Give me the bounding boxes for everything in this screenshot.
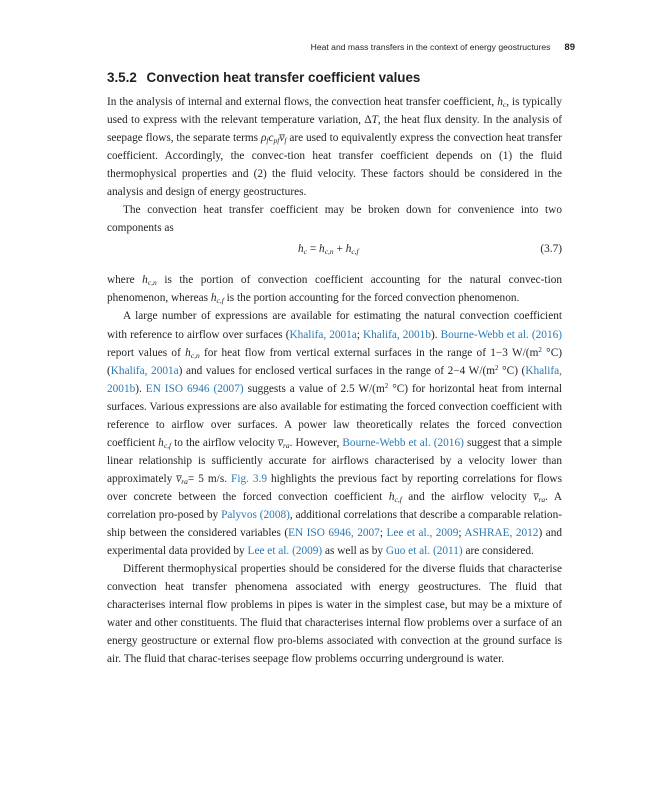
paragraph-5: Different thermophysical properties should be considered for the diverse fluids that characterise convection heat transfer phenomena associated with energy geostructures. The fluid that characterises internal flow problems in pipes is water in the simplest case, but may be a mixture of water and other constituents. The fluid that characterises internal flow problems over a surface of an energy geostructure or external flow pro-blems associated with convection at the ground surface is air. The fluid that charac-terises seepage flow problems occurring underground is water. bbox=[107, 563, 562, 666]
citation-link[interactable]: Khalifa, 2001b bbox=[363, 328, 431, 341]
section-heading bbox=[107, 70, 420, 85]
page-number: 89 bbox=[564, 42, 575, 53]
paragraph-2: The convection heat transfer coefficient may be broken down for convenience into two components as bbox=[107, 204, 562, 235]
figure-link[interactable]: Fig. 3.9 bbox=[231, 472, 268, 485]
citation-link[interactable]: EN ISO 6946 (2007) bbox=[145, 382, 244, 395]
equation-3-7 bbox=[107, 241, 562, 266]
section-number: 3.5.2 bbox=[107, 70, 137, 85]
citation-link[interactable]: Guo et al. (2011) bbox=[385, 545, 463, 558]
equation-number: (3.7) bbox=[540, 243, 562, 256]
paragraph-3: where $h_{c,n}$ is the portion of convection coefficient accounting for the natural convec-tion phenomenon, whereas $h_{c,f}$ is the portion accounting for the forced convection phenomenon. bbox=[107, 274, 562, 306]
citation-link[interactable]: Palyvos (2008) bbox=[221, 508, 290, 521]
citation-link[interactable]: Lee et al., 2009 bbox=[386, 527, 459, 540]
body-text bbox=[107, 93, 562, 668]
equation-expression: $h_c = h_{c,n} + h_{c,f}$ bbox=[298, 243, 359, 257]
citation-link[interactable]: Khalifa, 2001a bbox=[289, 328, 357, 341]
paragraph-4: A large number of expressions are available for estimating the natural convection coefficient with reference to airflow over surfaces (Khalifa, 2001a; Khalifa, 2001b). Bourne-Webb et al. (2016) report values of $h_{c,n}$ for heat flow from vertical external surfaces in the range of 1−3 $W/(m^2$ °C) (Khalifa, 2001a) and values for enclosed vertical surfaces in the range of 2−4 $W/(m^2$ °C) (Khalifa, 2001b). EN ISO 6946 (2007) suggests a value of 2.5 $W/(m^2$ °C) for horizontal heat from internal surfaces. Various expressions are also available for estimating the forced convection coefficient with reference to airflow over surfaces. A power law theoretically relates the forced convection coefficient $h_{c,f}$ to the airflow velocity $v̅_{ra}$. However, Bourne-Webb et al. (2016) suggest that a simple linear relationship is sufficiently accurate for airflows characterised by a velocity lower than approximately $v̅_{ra}= 5$ m/s. Fig. 3.9 highlights the previous fact by reporting correlations for flows over concrete between the forced convection coefficient $h_{c,f}$ and the airflow velocity $v̅_{ra}$. A correlation pro-posed by Palyvos (2008), additional correlations that describe a comparable relation-ship between the considered variables (EN ISO 6946, 2007; Lee et al., 2009; ASHRAE, 2012) and experimental data provided by Lee et al. (2009) as well as by Guo et al. (2011) are considered. bbox=[107, 310, 563, 558]
citation-link[interactable]: EN ISO 6946, 2007 bbox=[288, 527, 380, 540]
running-title: Heat and mass transfers in the context of energy geostructures bbox=[310, 42, 551, 52]
citation-link[interactable]: Khalifa, 2001b bbox=[107, 364, 563, 395]
citation-link[interactable]: Khalifa, 2001a bbox=[110, 364, 179, 377]
citation-link[interactable]: ASHRAE, 2012 bbox=[464, 527, 539, 540]
citation-link[interactable]: Bourne-Webb et al. (2016) bbox=[440, 328, 562, 341]
citation-link[interactable]: Lee et al. (2009) bbox=[247, 545, 323, 558]
running-header bbox=[110, 42, 575, 53]
citation-link[interactable]: Bourne-Webb et al. (2016) bbox=[342, 436, 464, 449]
section-title: Convection heat transfer coefficient values bbox=[146, 70, 421, 85]
paragraph-1: In the analysis of internal and external flows, the convection heat transfer coefficient, $h_c$, is typically used to express with the relevant temperature variation, ΔT, the heat flux density. In the analysis of seepage flows, the separate terms $\rho_fc_{pf}v̅_f$ are used to equivalently express the convection heat transfer coefficient. Accordingly, the convec-tion heat transfer coefficient depends on (1) the fluid thermophysical properties and (2) the fluid velocity. These factors should be considered in the analysis and design of energy geostructures. bbox=[107, 96, 562, 199]
